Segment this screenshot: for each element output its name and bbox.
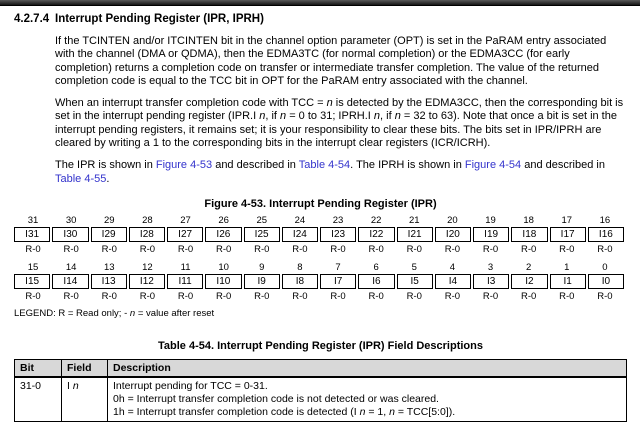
paragraph-text: , if [265, 110, 281, 123]
bit-number: 23 [332, 214, 344, 226]
access-code: R-0 [25, 290, 41, 302]
document-page [0, 12, 640, 422]
bit-number: 29 [104, 214, 115, 226]
paragraph-text: = 32 to 63). Note that once a bit is set in the interrupt pending registers, it remains set; it is your responsibility to clear these bits. The bits set in IPR/IPRH are cleared by writing a 1 to the corresponding bits in the interrupt clear registers (ICR/ICRH). [55, 110, 617, 150]
bit-number: 17 [561, 214, 573, 226]
description-line: 0h = Interrupt transfer completion code is not detected or was cleared. [113, 392, 439, 405]
register-field-cell: I10 [205, 274, 241, 289]
access-code: R-0 [101, 243, 117, 255]
register-field-cell: I2 [511, 274, 547, 289]
bit-number: 7 [335, 261, 341, 273]
register-field-cell: I20 [435, 227, 471, 242]
section-title: Interrupt Pending Register (IPR, IPRH) [55, 13, 264, 25]
access-code: R-0 [559, 290, 575, 302]
access-code: R-0 [406, 290, 422, 302]
paragraph-text: The IPR is shown in [55, 159, 156, 172]
bit-number: 15 [27, 261, 39, 273]
variable-n: n [326, 97, 333, 110]
field-boxes-row-low [14, 274, 624, 289]
bit-numbers-row-low [14, 262, 624, 273]
body-paragraph-2 [55, 97, 628, 150]
legend-text: LEGEND: R = Read only; - [14, 307, 130, 319]
figure-caption: Figure 4-53. Interrupt Pending Register (IPR) [204, 197, 437, 210]
register-field-cell: I29 [91, 227, 127, 242]
access-code: R-0 [406, 243, 422, 255]
field-description-table [14, 359, 627, 422]
table-header-cell: Description [108, 359, 627, 377]
bit-range-cell: 31-0 [15, 377, 62, 422]
paragraph-text: . The IPRH is shown in [350, 159, 465, 172]
register-field-cell: I0 [588, 274, 624, 289]
access-code: R-0 [216, 243, 232, 255]
register-field-cell: I19 [473, 227, 509, 242]
link-figure-4-54[interactable]: Figure 4-54 [464, 159, 522, 172]
body-paragraph-3 [55, 159, 628, 186]
variable-n: n [72, 379, 79, 392]
description-text: = TCC[5:0]). [394, 405, 456, 418]
bit-number: 30 [65, 214, 77, 226]
bit-number: 25 [256, 214, 268, 226]
access-code: R-0 [521, 290, 537, 302]
access-code: R-0 [368, 243, 384, 255]
access-code: R-0 [292, 290, 308, 302]
bit-number: 19 [485, 214, 496, 226]
access-row-high [14, 244, 624, 255]
paragraph-text: , if [380, 110, 395, 123]
access-code: R-0 [25, 243, 41, 255]
register-field-cell: I26 [205, 227, 241, 242]
bit-number: 21 [409, 214, 420, 226]
description-line: Interrupt pending for TCC = 0-31. [113, 379, 268, 392]
access-code: R-0 [139, 290, 156, 302]
table-header-cell: Bit [15, 359, 62, 377]
register-field-cell: I4 [435, 274, 471, 289]
register-field-cell: I27 [167, 227, 203, 242]
register-field-cell: I6 [358, 274, 394, 289]
access-code: R-0 [63, 290, 79, 302]
register-field-cell: I28 [129, 227, 165, 242]
access-code: R-0 [216, 290, 232, 302]
bit-number: 6 [373, 261, 379, 273]
register-field-cell: I5 [397, 274, 433, 289]
table-header-row [15, 359, 627, 377]
viewer-toolbar-edge [0, 0, 640, 6]
access-code: R-0 [482, 243, 499, 255]
bit-number: 2 [526, 261, 532, 273]
paragraph-text: When an interrupt transfer completion code with TCC = [55, 97, 327, 110]
register-field-cell: I1 [550, 274, 586, 289]
variable-n: n [280, 110, 287, 123]
field-name-cell [62, 377, 108, 422]
description-text: = 1, [365, 405, 390, 418]
bit-number: 13 [104, 261, 115, 273]
register-field-cell: I18 [511, 227, 547, 242]
access-code: R-0 [330, 290, 346, 302]
description-cell [108, 377, 627, 422]
bit-number: 5 [411, 261, 417, 273]
bit-number: 1 [564, 261, 570, 273]
variable-n: n [394, 110, 401, 123]
field-name-text: I [67, 379, 73, 392]
variable-n: n [373, 110, 381, 123]
register-field-cell: I12 [129, 274, 165, 289]
bit-number: 16 [599, 214, 611, 226]
access-code: R-0 [521, 243, 537, 255]
table-caption: Table 4-54. Interrupt Pending Register (IPR) Field Descriptions [158, 339, 483, 352]
access-code: R-0 [63, 243, 79, 255]
table-header-cell: Field [62, 359, 108, 377]
paragraph-text: and described in [212, 159, 299, 172]
access-code: R-0 [139, 243, 156, 255]
register-field-cell: I7 [320, 274, 356, 289]
paragraph-text: . [106, 172, 110, 185]
section-heading [14, 12, 627, 26]
paragraph-text: = 0 to 31; IPRH.I [286, 110, 374, 123]
link-table-4-55[interactable]: Table 4-55 [55, 172, 107, 185]
register-diagram-ipr [14, 215, 624, 319]
bit-numbers-row-high [14, 215, 624, 226]
bit-number: 8 [297, 261, 303, 273]
register-field-cell: I24 [282, 227, 318, 242]
register-field-cell: I17 [550, 227, 586, 242]
description-text: 1h = Interrupt transfer completion code is detected (I [113, 405, 360, 418]
access-code: R-0 [368, 290, 384, 302]
register-field-cell: I13 [91, 274, 127, 289]
access-code: R-0 [254, 243, 270, 255]
body-paragraph-1: If the TCINTEN and/or ITCINTEN bit in the channel option parameter (OPT) is set in the PaRAM entry associated with the channel (DMA or QDMA), then the EDMA3TC (for normal completion) or the EDMA3CC (for early completion) returns a completion code on transfer or intermediate transfer completion. The value of the returned completion code is equal to the TCC bit in OPT for the PaRAM entry associated with the channel. [55, 35, 607, 87]
bit-number: 31 [27, 214, 39, 226]
bit-number: 3 [487, 261, 494, 273]
access-row-low [14, 291, 624, 302]
bit-number: 14 [65, 261, 77, 273]
bit-number: 0 [602, 261, 608, 273]
bit-number: 24 [294, 214, 306, 226]
bit-number: 9 [259, 261, 265, 273]
bit-number: 10 [218, 261, 229, 273]
variable-n: n [359, 405, 366, 418]
variable-n: n [259, 110, 266, 123]
register-field-cell: I14 [52, 274, 88, 289]
access-code: R-0 [444, 243, 461, 255]
paragraph-text: is detected by the EDMA3CC, then the corresponding bit is set in the interrupt pending register (IPR.I [55, 97, 624, 123]
register-field-cell: I22 [358, 227, 394, 242]
bit-number: 18 [523, 214, 534, 226]
register-field-cell: I30 [52, 227, 88, 242]
register-row-gap [14, 255, 624, 262]
register-field-cell: I23 [320, 227, 356, 242]
register-field-cell: I11 [167, 274, 203, 289]
register-field-cell: I8 [282, 274, 318, 289]
variable-n: n [129, 307, 136, 319]
access-code: R-0 [559, 243, 575, 255]
paragraph-text: and described in [521, 159, 605, 172]
register-field-cell: I31 [14, 227, 50, 242]
bit-number: 26 [218, 214, 229, 226]
field-boxes-row-high [14, 227, 624, 242]
access-code: R-0 [177, 243, 194, 255]
access-code: R-0 [597, 243, 613, 255]
access-code: R-0 [482, 290, 499, 302]
bit-number: 12 [142, 261, 153, 273]
bit-number: 22 [370, 214, 382, 226]
bit-number: 11 [180, 261, 191, 273]
register-field-cell: I15 [14, 274, 50, 289]
bit-number: 4 [449, 261, 456, 273]
access-code: R-0 [444, 290, 461, 302]
legend-text: = value after reset [135, 307, 215, 319]
access-code: R-0 [177, 290, 194, 302]
table-row [15, 377, 627, 422]
link-figure-4-53[interactable]: Figure 4-53 [155, 159, 213, 172]
register-field-cell: I3 [473, 274, 509, 289]
body-column [55, 35, 628, 186]
access-code: R-0 [101, 290, 117, 302]
access-code: R-0 [254, 290, 270, 302]
access-code: R-0 [330, 243, 346, 255]
register-field-cell: I25 [244, 227, 280, 242]
description-line [113, 406, 621, 419]
register-field-cell: I16 [588, 227, 624, 242]
access-code: R-0 [292, 243, 308, 255]
bit-number: 27 [180, 214, 191, 226]
bit-number: 20 [447, 214, 458, 226]
variable-n: n [389, 405, 395, 418]
link-table-4-54[interactable]: Table 4-54 [298, 159, 351, 172]
register-field-cell: I21 [397, 227, 433, 242]
register-field-cell: I9 [244, 274, 280, 289]
section-number: 4.2.7.4 [14, 13, 50, 25]
register-legend [14, 308, 624, 319]
access-code: R-0 [597, 290, 613, 302]
bit-number: 28 [142, 214, 153, 226]
